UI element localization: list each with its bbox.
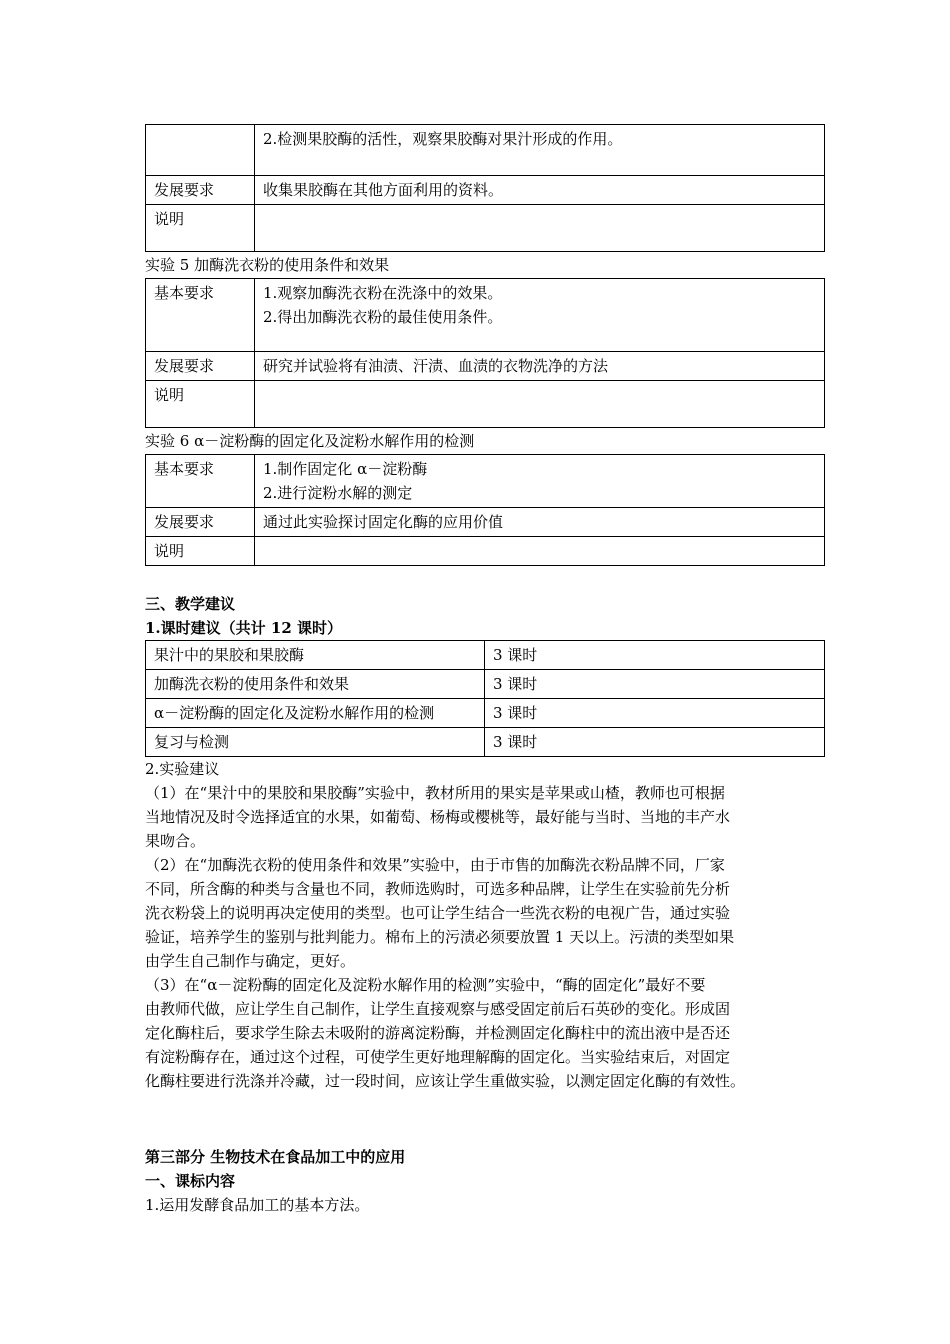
hours-topic: 果汁中的果胶和果胶酶 xyxy=(146,641,485,670)
row-line: 研究并试验将有油渍、汗渍、血渍的衣物洗净的方法 xyxy=(263,357,609,375)
row-label: 发展要求 xyxy=(146,352,255,381)
para-line: 由教师代做，应让学生自己制作，让学生直接观察与感受固定前后石英砂的变化。形成固 xyxy=(145,1000,731,1018)
paragraph xyxy=(145,973,825,1093)
row-label: 基本要求 xyxy=(146,455,255,508)
row-label: 发展要求 xyxy=(146,508,255,537)
table-row xyxy=(146,537,825,566)
row-content xyxy=(255,381,825,428)
hours-topic: 复习与检测 xyxy=(146,728,485,757)
exp5-caption: 实验 5 加酶洗衣粉的使用条件和效果 xyxy=(145,256,390,274)
row-line: 收集果胶酶在其他方面利用的资料。 xyxy=(263,181,504,199)
para-line: 洗衣粉袋上的说明再决定使用的类型。也可让学生结合一些洗衣粉的电视广告，通过实验 xyxy=(145,904,731,922)
table-row xyxy=(146,455,825,508)
section3-sub1: 1.课时建议（共计 12 课时） xyxy=(145,619,342,637)
para-line: 不同，所含酶的种类与含量也不同，教师选购时，可选多种品牌，让学生在实验前先分析 xyxy=(145,880,731,898)
part3-sub1: 一、课标内容 xyxy=(145,1172,236,1190)
row-content xyxy=(255,125,825,176)
table-row xyxy=(146,641,825,670)
para-line: 有淀粉酶存在，通过这个过程，可使学生更好地理解酶的固定化。当实验结束后，对固定 xyxy=(145,1048,731,1066)
table-row xyxy=(146,205,825,252)
table-row xyxy=(146,699,825,728)
hours-value: 3 课时 xyxy=(485,670,825,699)
table-hours xyxy=(145,640,825,757)
row-label: 说明 xyxy=(146,205,255,252)
part3-heading: 第三部分 生物技术在食品加工中的应用 xyxy=(145,1148,406,1166)
section3-sub2: 2.实验建议 xyxy=(145,760,220,778)
row-label xyxy=(146,125,255,176)
table-row xyxy=(146,728,825,757)
row-content xyxy=(255,176,825,205)
row-content xyxy=(255,455,825,508)
row-line: 2.得出加酶洗衣粉的最佳使用条件。 xyxy=(263,308,503,326)
hours-value: 3 课时 xyxy=(485,728,825,757)
para-line: 当地情况及时令选择适宜的水果，如葡萄、杨梅或樱桃等，最好能与当时、当地的丰产水 xyxy=(145,808,731,826)
para-line: 定化酶柱后，要求学生除去未吸附的游离淀粉酶，并检测固定化酶柱中的流出液中是否还 xyxy=(145,1024,731,1042)
hours-topic: α－淀粉酶的固定化及淀粉水解作用的检测 xyxy=(146,699,485,728)
table-row xyxy=(146,508,825,537)
row-label: 说明 xyxy=(146,537,255,566)
table-row xyxy=(146,125,825,176)
row-content xyxy=(255,205,825,252)
para-line: 化酶柱要进行洗涤并冷藏，过一段时间，应该让学生重做实验，以测定固定化酶的有效性。 xyxy=(145,1072,746,1090)
row-line: 1.观察加酶洗衣粉在洗涤中的效果。 xyxy=(263,284,503,302)
table-exp5 xyxy=(145,278,825,428)
paragraph xyxy=(145,781,825,853)
hours-value: 3 课时 xyxy=(485,641,825,670)
table-top xyxy=(145,124,825,252)
row-line: 2.检测果胶酶的活性，观察果胶酶对果汁形成的作用。 xyxy=(263,130,623,148)
table-exp6 xyxy=(145,454,825,566)
document-page xyxy=(145,124,825,1217)
row-content xyxy=(255,352,825,381)
para-line: 验证，培养学生的鉴别与批判能力。棉布上的污渍必须要放置 1 天以上。污渍的类型如果 xyxy=(145,928,735,946)
table-row xyxy=(146,352,825,381)
row-line: 1.制作固定化 α－淀粉酶 xyxy=(263,460,428,478)
table-row xyxy=(146,176,825,205)
table-row xyxy=(146,279,825,352)
part3-line1: 1.运用发酵食品加工的基本方法。 xyxy=(145,1196,370,1214)
paragraph xyxy=(145,853,825,973)
row-label: 说明 xyxy=(146,381,255,428)
row-content xyxy=(255,537,825,566)
para-line: 由学生自己制作与确定，更好。 xyxy=(145,952,356,970)
section3-heading: 三、教学建议 xyxy=(145,595,236,613)
row-label: 发展要求 xyxy=(146,176,255,205)
row-label: 基本要求 xyxy=(146,279,255,352)
row-line: 2.进行淀粉水解的测定 xyxy=(263,484,413,502)
para-line: （3）在“α－淀粉酶的固定化及淀粉水解作用的检测”实验中，“酶的固定化”最好不要 xyxy=(145,976,706,994)
para-line: （2）在“加酶洗衣粉的使用条件和效果”实验中，由于市售的加酶洗衣粉品牌不同，厂家 xyxy=(145,856,725,874)
hours-value: 3 课时 xyxy=(485,699,825,728)
table-row xyxy=(146,381,825,428)
para-line: 果吻合。 xyxy=(145,832,206,850)
row-content xyxy=(255,508,825,537)
table-row xyxy=(146,670,825,699)
hours-topic: 加酶洗衣粉的使用条件和效果 xyxy=(146,670,485,699)
para-line: （1）在“果汁中的果胶和果胶酶”实验中，教材所用的果实是苹果或山楂，教师也可根据 xyxy=(145,784,725,802)
row-content xyxy=(255,279,825,352)
row-line: 通过此实验探讨固定化酶的应用价值 xyxy=(263,513,504,531)
exp6-caption: 实验 6 α－淀粉酶的固定化及淀粉水解作用的检测 xyxy=(145,432,475,450)
